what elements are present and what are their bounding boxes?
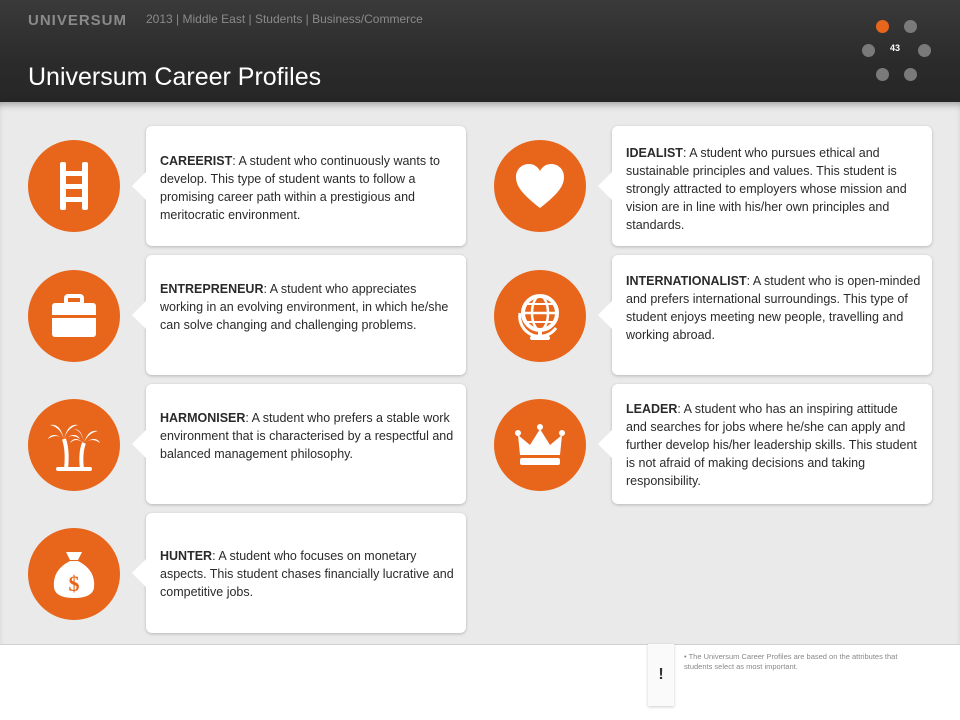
nav-dot[interactable] bbox=[904, 20, 917, 33]
header-bar bbox=[0, 0, 960, 102]
profile-description: HUNTER: A student who focuses on monetary aspects. This student chases financially lucrative and competitive jobs. bbox=[160, 549, 454, 599]
nav-dot[interactable] bbox=[904, 68, 917, 81]
footnote-tab[interactable] bbox=[648, 644, 674, 706]
profile-card-hunter bbox=[146, 513, 466, 633]
crown-icon bbox=[512, 417, 568, 473]
svg-text:$: $ bbox=[68, 571, 80, 596]
nav-dot[interactable] bbox=[862, 44, 875, 57]
nav-dot[interactable] bbox=[876, 68, 889, 81]
profile-card-idealist bbox=[612, 126, 932, 246]
internationalist-icon-circle bbox=[494, 270, 586, 362]
profile-description: ENTREPRENEUR: A student who appreciates working in an evolving environment, in which he/she can solve changing and challenging problems. bbox=[160, 282, 449, 332]
profiles-panel bbox=[0, 102, 960, 645]
profile-description: INTERNATIONALIST: A student who is open-minded and prefers international surroundings. This type of student enjoys meeting new people, travelling and working abroad. bbox=[626, 274, 921, 342]
hunter-icon-circle bbox=[28, 528, 120, 620]
palm-trees-icon bbox=[46, 417, 102, 473]
profile-description: HARMONISER: A student who prefers a stable work environment that is characterised by a respectful and balanced management philosophy. bbox=[160, 411, 454, 461]
profile-description: LEADER: A student who has an inspiring attitude and searches for jobs where he/she can apply and further develop his/her leadership skills. This student is not afraid of making decisions and taking responsibility. bbox=[626, 402, 917, 488]
globe-icon bbox=[512, 288, 568, 344]
page-title: Universum Career Profiles bbox=[28, 63, 322, 91]
profile-card-careerist bbox=[146, 126, 466, 246]
profile-card-internationalist bbox=[612, 255, 932, 375]
exclamation-icon: ! bbox=[658, 666, 664, 683]
profile-description: CAREERIST: A student who continuously wants to develop. This type of student wants to follow a promising career path within a prestigious and meritocratic environment. bbox=[160, 154, 441, 222]
profile-card-entrepreneur bbox=[146, 255, 466, 375]
nav-dot[interactable] bbox=[918, 44, 931, 57]
leader-icon-circle bbox=[494, 399, 586, 491]
profile-card-harmoniser bbox=[146, 384, 466, 504]
harmoniser-icon-circle bbox=[28, 399, 120, 491]
entrepreneur-icon-circle bbox=[28, 270, 120, 362]
careerist-icon-circle bbox=[28, 140, 120, 232]
page-number: 43 bbox=[889, 43, 900, 53]
heart-icon bbox=[512, 158, 568, 214]
money-bag-icon bbox=[46, 546, 102, 602]
footnote: • The Universum Career Profiles are based on the attributes that students select as most important. bbox=[684, 652, 898, 671]
profile-description: IDEALIST: A student who pursues ethical and sustainable principles and values. This student is strongly attracted to employers whose mission and vision are in line with his/her own principles and standards. bbox=[626, 146, 907, 232]
idealist-icon-circle bbox=[494, 140, 586, 232]
brand-logo: UNIVERSUM bbox=[28, 12, 128, 29]
profile-card-leader bbox=[612, 384, 932, 504]
briefcase-icon bbox=[46, 288, 102, 344]
ladder-icon bbox=[46, 158, 102, 214]
nav-dot-active[interactable] bbox=[876, 20, 889, 33]
subtitle: 2013 | Middle East | Students | Business/Commerce bbox=[146, 12, 423, 26]
